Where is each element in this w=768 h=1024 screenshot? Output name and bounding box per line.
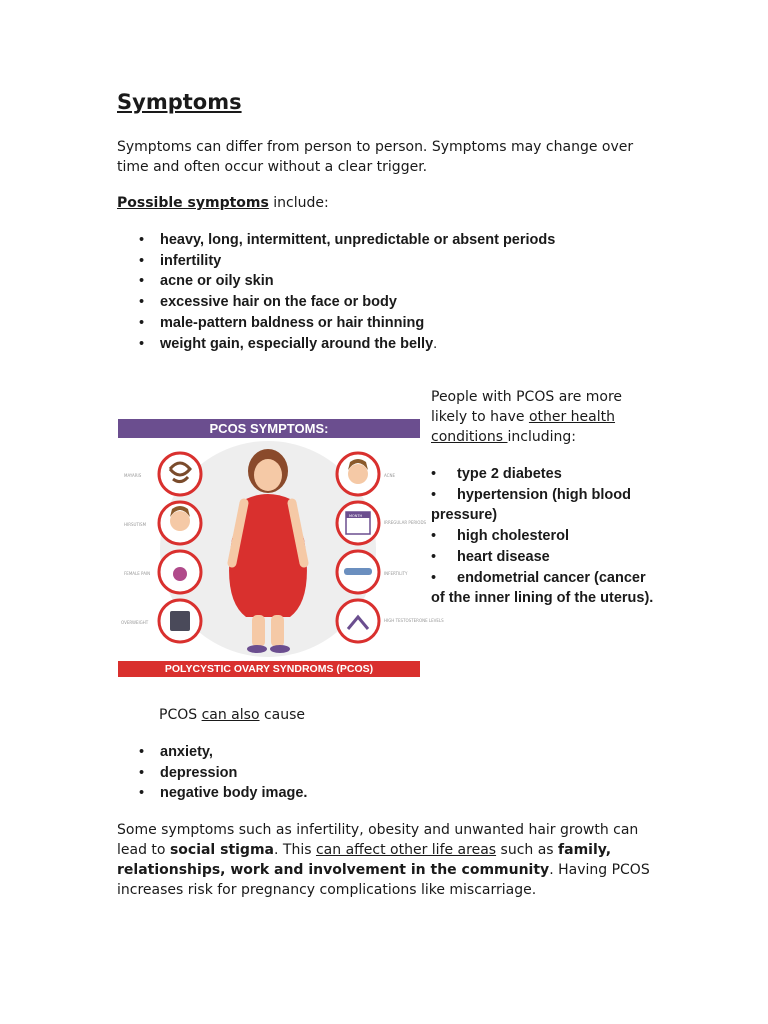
list-item [431, 526, 661, 547]
face-icon [170, 511, 190, 531]
possible-symptoms-link[interactable]: Possible symptoms [117, 195, 269, 211]
list-item [117, 313, 677, 334]
symptoms-tail: . [433, 335, 438, 352]
figure-right-shoe [270, 645, 290, 653]
closing-text: such as [496, 842, 559, 858]
list-item [117, 292, 677, 313]
list-item [431, 547, 661, 568]
condition-text: hypertension (high blood pressure) [431, 486, 631, 524]
label-text: FEMALE PAIN [124, 571, 151, 576]
condition-text: high cholesterol [457, 528, 569, 545]
bullet-mark: • [431, 528, 437, 545]
intro-text-b: including: [507, 429, 576, 445]
list-item [117, 334, 677, 355]
social-stigma-text: social stigma [169, 842, 274, 858]
life-areas-link[interactable]: can affect other life areas [315, 842, 497, 858]
figure-face [254, 459, 282, 491]
bullet-mark: • [431, 569, 437, 586]
conditions-list [431, 464, 661, 609]
closing-text: Some symptoms such as infertility, obesity and unwanted hair growth can lead to [117, 822, 639, 858]
label-text: OVERWEIGHT [121, 620, 149, 625]
other-conditions-intro [431, 387, 661, 447]
bullet-mark: • [431, 486, 437, 503]
symptom-text: weight gain, especially around the belly [160, 335, 434, 352]
list-item [117, 271, 677, 292]
list-item [431, 485, 661, 526]
acne-face-icon [348, 464, 368, 484]
label-text: IRREGULAR PERIODS [384, 520, 427, 525]
label-text: HIRSUTISM [124, 522, 147, 527]
label-text: INFERTILITY [384, 571, 408, 576]
also-text-a: PCOS [159, 707, 202, 723]
testosterone-icon [337, 600, 379, 642]
life-areas-bold-text: family, relationships, work and involvement in the community [117, 842, 612, 878]
condition-text: endometrial cancer (cancer of the inner lining of the uterus). [431, 569, 654, 607]
figure-right-leg [271, 615, 284, 647]
pcos-infographic [118, 419, 444, 679]
ovary-icon [173, 567, 187, 581]
symptom-text: excessive hair on the face or body [160, 294, 397, 311]
condition-text: heart disease [457, 548, 550, 565]
intro-text-a: People with PCOS are more likely to have [431, 389, 623, 425]
list-item [117, 763, 517, 784]
intro-paragraph: Symptoms can differ from person to person. Symptoms may change over time and often occur without a clear trigger. [117, 139, 634, 175]
symptom-text: acne or oily skin [160, 273, 274, 290]
symptom-text: male-pattern baldness or hair thinning [160, 314, 425, 331]
also-item-text: depression [160, 764, 238, 781]
figure-left-leg [252, 615, 265, 647]
page-title: Symptoms [117, 90, 242, 114]
also-text-b: cause [259, 707, 306, 723]
infographic-illustration [118, 439, 444, 661]
pcos-also-line [159, 705, 305, 725]
symptom-text: infertility [160, 252, 222, 269]
test-stick [344, 568, 372, 575]
possible-symptoms-line [117, 193, 657, 213]
also-item-text: anxiety, [160, 744, 213, 760]
label-text: ACNE [384, 473, 395, 478]
possible-symptoms-rest: include: [268, 195, 329, 211]
closing-text: . Having PCOS increases risk for pregnancy complications like miscarriage. [117, 862, 650, 898]
list-item [117, 230, 677, 251]
list-item [117, 251, 677, 272]
closing-text: . This [274, 842, 316, 858]
infographic-title: PCOS SYMPTOMS: [118, 419, 420, 438]
other-health-conditions-link[interactable]: other health conditions [431, 409, 616, 445]
scale-shape [170, 611, 190, 631]
also-item-text: negative body image. [160, 785, 308, 802]
condition-text: type 2 diabetes [457, 466, 562, 482]
symptom-text: heavy, long, intermittent, unpredictable or absent periods [160, 232, 556, 248]
can-also-link[interactable]: can also [201, 707, 260, 723]
figure-left-shoe [247, 645, 267, 653]
list-item [431, 464, 661, 485]
bullet-mark: • [431, 466, 437, 482]
list-item [117, 742, 517, 763]
also-list [117, 742, 517, 804]
label-text: MAYARIS [124, 473, 142, 478]
calendar-label: MONTH [349, 514, 363, 518]
symptoms-list [117, 230, 677, 354]
infographic-footer: POLYCYSTIC OVARY SYNDROMS (PCOS) [118, 661, 420, 677]
list-item [431, 568, 661, 609]
label-text: HIGH TESTOSTERONE LEVELS [384, 618, 444, 623]
list-item [117, 783, 517, 804]
closing-paragraph [117, 820, 657, 900]
bullet-mark: • [431, 548, 437, 565]
